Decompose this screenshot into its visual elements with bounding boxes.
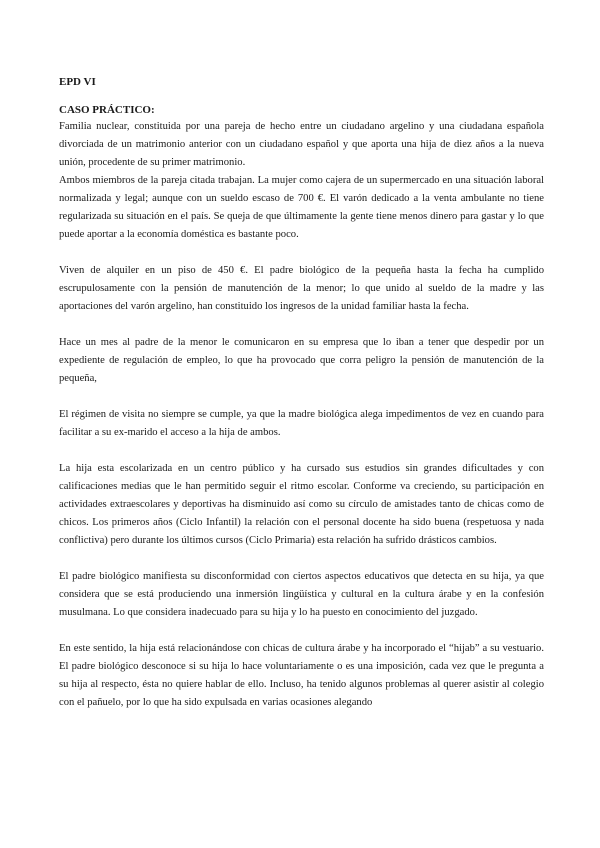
- paragraph: Ambos miembros de la pareja citada trabajan. La mujer como cajera de un supermercado en una situación laboral normalizada y legal; aunque con un sueldo escaso de 700 €. El varón dedicado a la venta ambulante no tiene regularizada su situación en el país. Se queja de que últimamente la gente tiene menos dinero para gastar y lo que puede aportar a la economía doméstica es bastante poco.: [59, 175, 544, 240]
- paragraph: Hace un mes al padre de la menor le comunicaron en su empresa que lo iban a tener que despedir por un expediente de regulación de empleo, lo que ha provocado que corra peligro la pensión de manutención de la pequeña,: [59, 337, 544, 384]
- paragraph: Viven de alquiler en un piso de 450 €. El padre biológico de la pequeña hasta la fecha ha cumplido escrupulosamente con la pensión de manutención de la menor; lo que unido al sueldo de la madre y las aportaciones del varón argelino, han constituido los ingresos de la unidad familiar hasta la fecha.: [59, 265, 544, 312]
- document-page: [59, 74, 544, 712]
- case-heading: CASO PRÁCTICO:: [59, 104, 155, 116]
- paragraph: El padre biológico manifiesta su disconformidad con ciertos aspectos educativos que detecta en su hija, ya que considera que se está produciendo una inmersión lingüística y cultural en la cultura árabe y en la confesión musulmana. Lo que considera inadecuado para su hija y lo ha puesto en conocimiento del juzgado.: [59, 571, 544, 618]
- paragraph: Familia nuclear, constituida por una pareja de hecho entre un ciudadano argelino y una ciudadana española divorciada de un matrimonio anterior con un ciudadano español y que aporta una hija de diez años a la nueva unión, procedente de su primer matrimonio.: [59, 121, 544, 168]
- document-title: EPD VI: [59, 76, 96, 88]
- paragraph: En este sentido, la hija está relacionándose con chicas de cultura árabe y ha incorporado el “hijab” a su vestuario. El padre biológico desconoce si su hija lo hace voluntariamente o es una imposición, cada vez que le pregunta a su hija al respecto, ésta no quiere hablar de ello. Incluso, ha tenido algunos problemas al querer asistir al colegio con el pañuelo, por lo que ha sido expulsada en varias ocasiones alegando: [59, 643, 544, 708]
- paragraph: El régimen de visita no siempre se cumple, ya que la madre biológica alega impedimentos de vez en cuando para facilitar a su ex-marido el acceso a la hija de ambos.: [59, 409, 544, 438]
- paragraph: La hija esta escolarizada en un centro público y ha cursado sus estudios sin grandes dificultades y con calificaciones medias que le han permitido seguir el ritmo escolar. Conforme va creciendo, su participación en actividades extraescolares y deportivas ha disminuido así como su círculo de amistades tanto de chicas como de chicos. Los primeros años (Ciclo Infantil) la relación con el personal docente ha sido buena (respetuosa y nada conflictiva) pero durante los últimos cursos (Ciclo Primaria) esta relación ha sufrido drásticos cambios.: [59, 463, 544, 546]
